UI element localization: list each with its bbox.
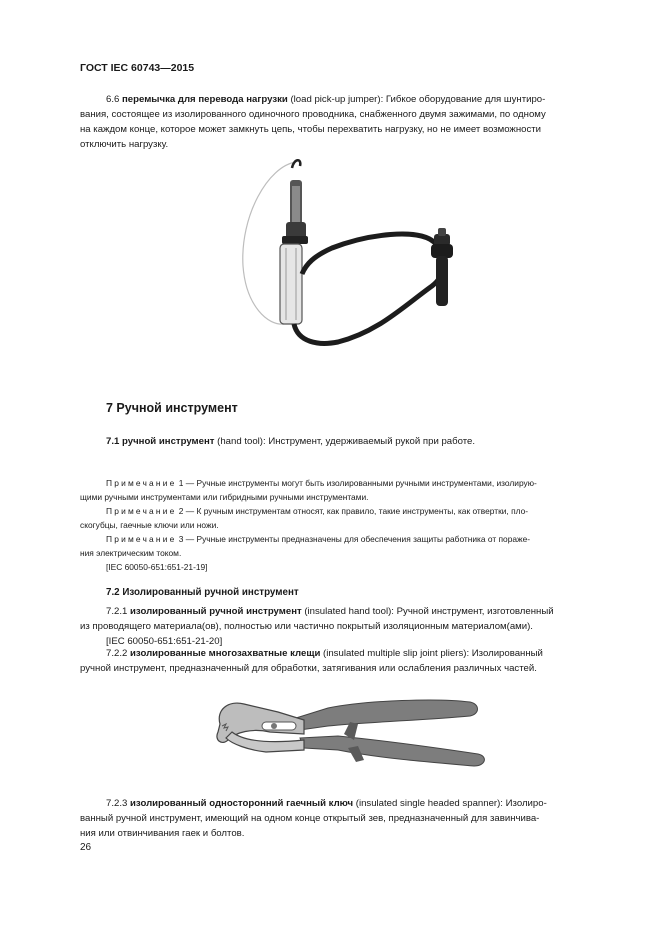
- definition-text: (insulated single headed spanner): Изолиро-: [353, 798, 547, 809]
- clause-7-2-2: [80, 646, 616, 676]
- note-3: [80, 532, 616, 560]
- definition-text: ния или отвинчивания гаек и болтов.: [80, 828, 245, 839]
- clause-6-6: [80, 92, 616, 152]
- note-text: 1 — Ручные инструменты могут быть изолированными ручными инструментами, изолирую-: [176, 478, 537, 488]
- document-header: ГОСТ IEC 60743—2015: [80, 62, 195, 74]
- term: перемычка для перевода нагрузки: [122, 94, 288, 105]
- clause-7-2-3: [80, 796, 616, 841]
- iec-reference: [IEC 60050-651:651-21-20]: [106, 636, 223, 647]
- definition-text: ванный ручной инструмент, имеющий на одном конце открытый зев, предназначенный для завинчива-: [80, 813, 540, 824]
- slip-joint-pliers-image: [208, 688, 488, 778]
- clause-number: 7.2.3: [106, 798, 131, 809]
- iec-reference: [IEC 60050-651:651-21-19]: [106, 562, 208, 572]
- definition-text: (hand tool): Инструмент, удерживаемый рукой при работе.: [214, 436, 476, 447]
- term: ручной инструмент: [122, 436, 215, 447]
- definition-text: ручной инструмент, предназначенный для обработки, затягивания или ослабления различных частей.: [80, 663, 537, 674]
- definition-text: отключить нагрузку.: [80, 139, 169, 150]
- clause-number: 7.2.1: [106, 606, 131, 617]
- note-2: [80, 504, 616, 532]
- clause-7-2-1: [80, 604, 616, 649]
- load-pickup-jumper-image: [228, 156, 468, 356]
- note-text: скогубцы, гаечные ключи или ножи.: [80, 520, 219, 530]
- term: изолированные многозахватные клещи: [130, 648, 321, 659]
- clause-number: 7.1: [106, 436, 123, 447]
- definition-text: вания, состоящее из изолированного одиночного проводника, снабженного двумя зажимами, по одному: [80, 109, 546, 120]
- note-text: ния электрическим током.: [80, 548, 182, 558]
- term: изолированный ручной инструмент: [130, 606, 302, 617]
- note-1: [80, 476, 616, 504]
- note-text: 2 — К ручным инструментам относят, как правило, такие инструменты, как отвертки, пло-: [176, 506, 529, 516]
- note-text: 3 — Ручные инструменты предназначены для обеспечения защиты работника от пораже-: [176, 534, 531, 544]
- page-number: 26: [80, 842, 92, 853]
- definition-text: на каждом конце, которое может замкнуть цепь, чтобы перехватить нагрузку, но не имеет возможности: [80, 124, 542, 135]
- definition-text: (load pick-up jumper): Гибкое оборудование для шунтиро-: [287, 94, 546, 105]
- note-text: щими ручными инструментами или гибридными ручными инструментами.: [80, 492, 369, 502]
- definition-text: (insulated multiple slip joint pliers): Изолированный: [320, 648, 543, 659]
- section-title: 7 Ручной инструмент: [106, 401, 238, 415]
- note-label: Примечание: [106, 534, 177, 544]
- term: изолированный односторонний гаечный ключ: [130, 798, 354, 809]
- definition-text: из проводящего материала(ов), полностью или частично покрытый изоляционным материалом(ами).: [80, 621, 533, 632]
- clause-number: 7.2.2: [106, 648, 131, 659]
- note-label: Примечание: [106, 506, 177, 516]
- clause-number: 6.6: [106, 94, 123, 105]
- subsection-title: 7.2 Изолированный ручной инструмент: [106, 587, 299, 598]
- definition-text: (insulated hand tool): Ручной инструмент, изготовленный: [301, 606, 554, 617]
- note-label: Примечание: [106, 478, 177, 488]
- clause-7-1: [106, 434, 616, 449]
